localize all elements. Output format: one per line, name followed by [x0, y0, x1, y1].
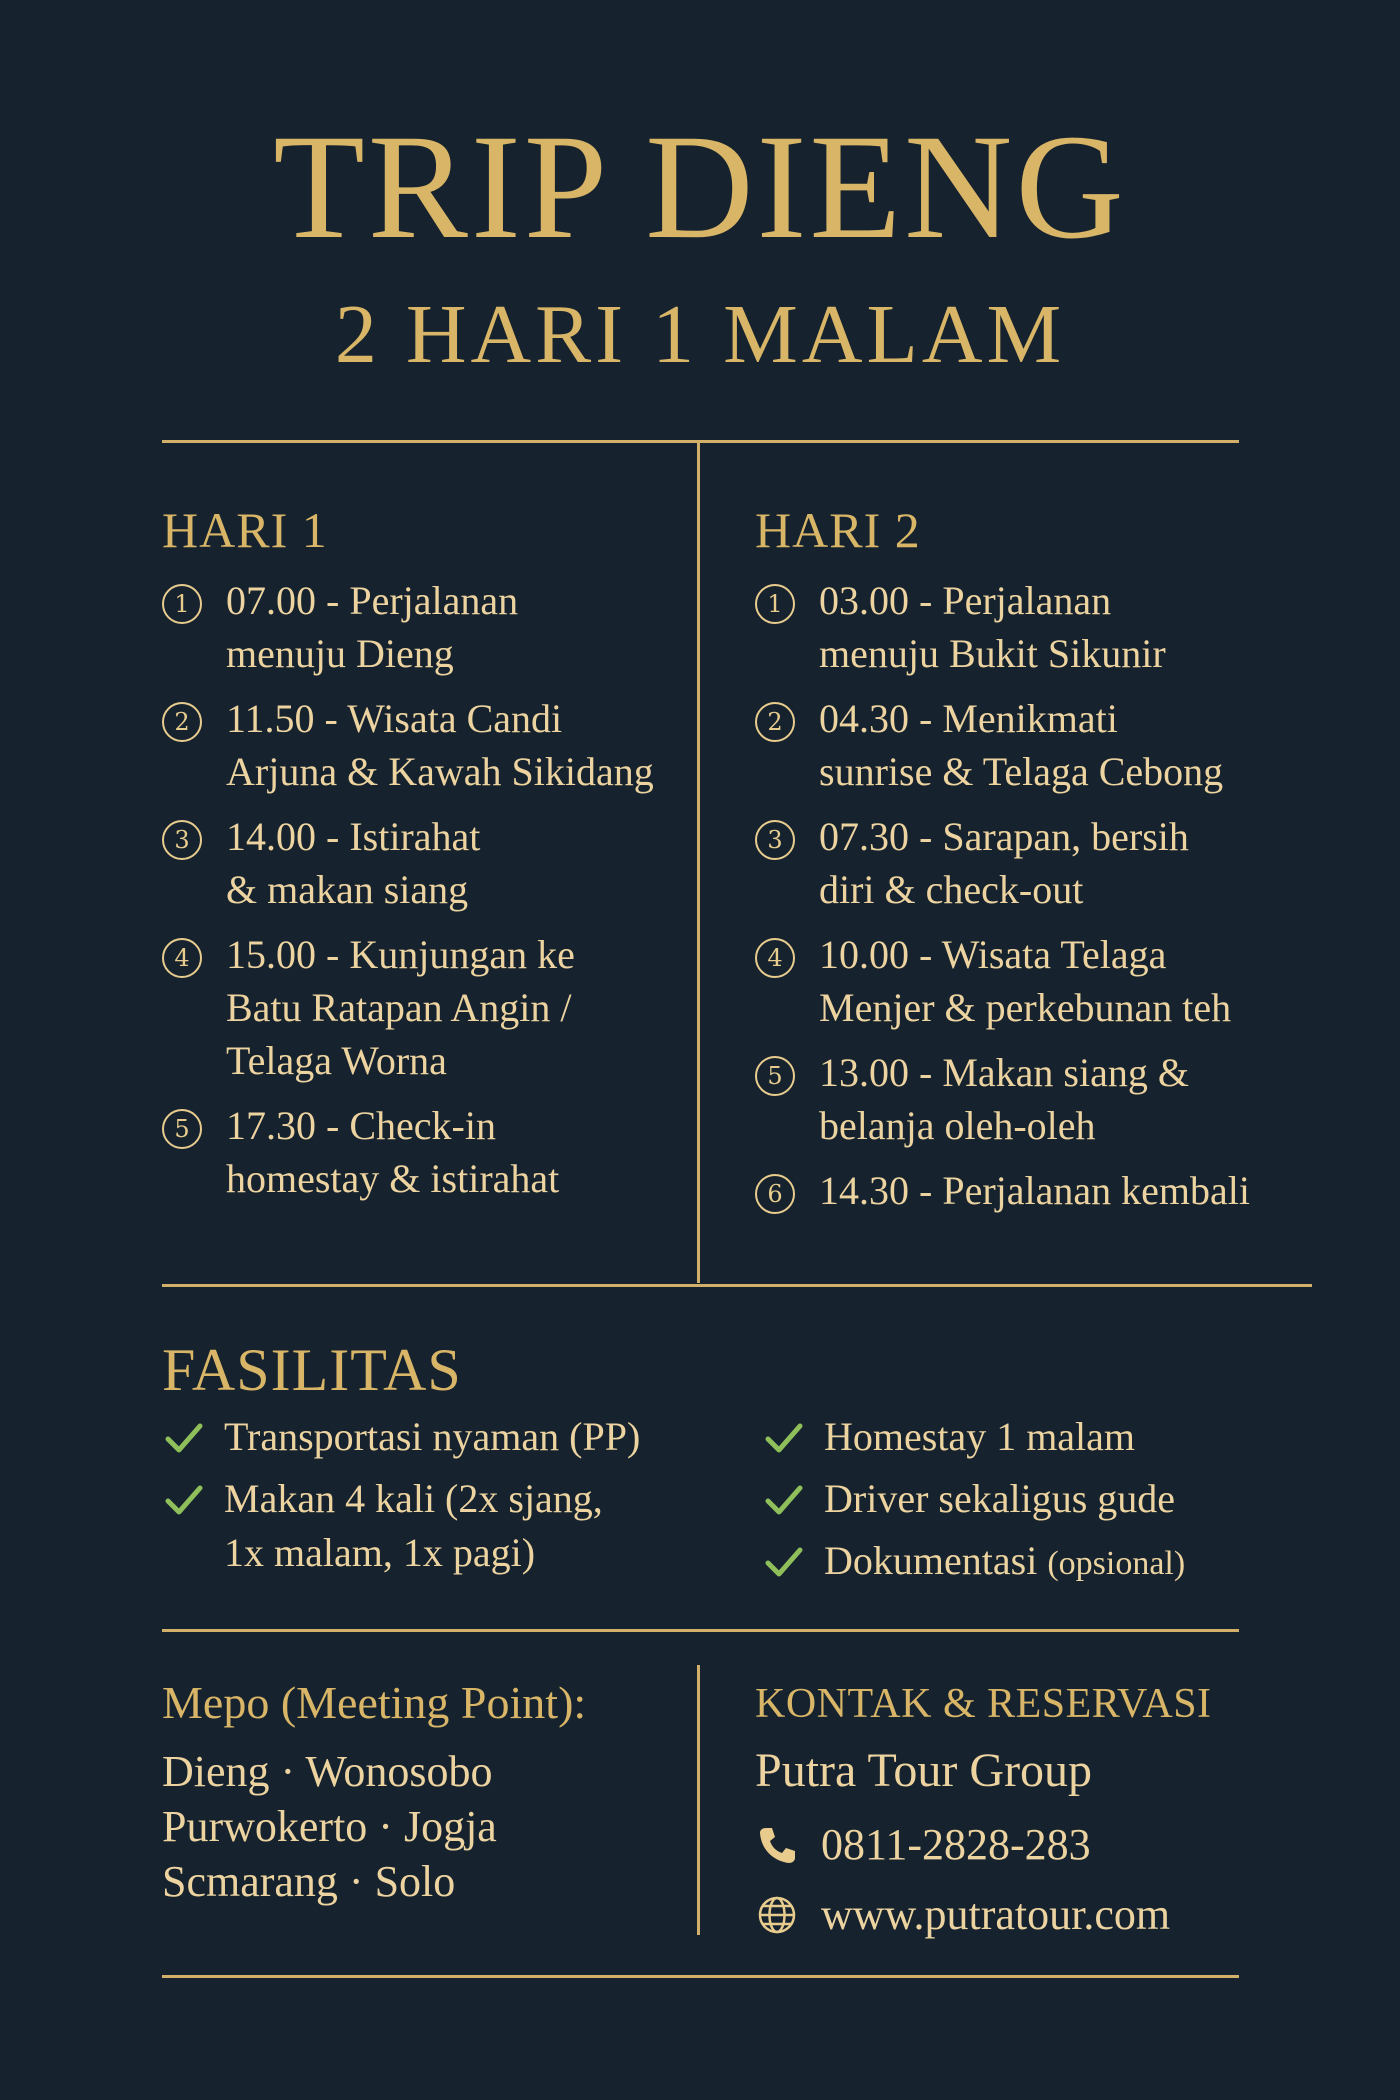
number-3-icon: 3 — [755, 820, 795, 860]
day-2-column — [755, 500, 1345, 1229]
facility-line: Transportasi nyaman (PP) — [224, 1414, 641, 1459]
itinerary-line: 03.00 - Perjalanan — [819, 578, 1112, 623]
facility-item — [762, 1410, 1185, 1464]
facility-line: Driver sekaligus gude — [824, 1476, 1176, 1521]
itinerary-item — [162, 692, 722, 798]
itinerary-line: menuju Dieng — [226, 631, 454, 676]
facilities-right — [762, 1410, 1185, 1599]
phone-row[interactable] — [755, 1818, 1091, 1872]
itinerary-line: 11.50 - Wisata Candi — [226, 696, 563, 741]
page-subtitle: 2 HARI 1 MALAM — [334, 288, 1066, 381]
website-row[interactable] — [755, 1888, 1170, 1942]
number-3-icon: 3 — [162, 820, 202, 860]
check-icon — [162, 1478, 206, 1522]
divider-top — [162, 440, 1239, 443]
itinerary-item — [755, 1046, 1345, 1152]
day-heading: HARI 1 — [162, 502, 328, 558]
check-icon — [762, 1416, 806, 1460]
itinerary-line: Batu Ratapan Angin / — [226, 985, 572, 1030]
number-5-icon: 5 — [755, 1056, 795, 1096]
itinerary-line: homestay & istirahat — [226, 1156, 560, 1201]
day-1-column — [162, 500, 722, 1217]
contact-heading: KONTAK & RESERVASI — [755, 1681, 1212, 1727]
itinerary-line: 15.00 - Kunjungan ke — [226, 932, 575, 977]
meeting-point-line: Scmarang · Solo — [162, 1857, 456, 1906]
phone-number[interactable]: 0811-2828-283 — [821, 1820, 1091, 1869]
divider-middle — [162, 1284, 1312, 1287]
globe-icon — [755, 1893, 799, 1937]
itinerary-line: diri & check-out — [819, 867, 1084, 912]
itinerary-line: 07.00 - Perjalanan — [226, 578, 519, 623]
itinerary-line: 13.00 - Makan siang & — [819, 1050, 1189, 1095]
itinerary-line: 10.00 - Wisata Telaga — [819, 932, 1167, 977]
itinerary-line: menuju Bukit Sikunir — [819, 631, 1166, 676]
facility-item — [162, 1472, 640, 1580]
itinerary-item — [755, 928, 1345, 1034]
itinerary-line: & makan siang — [226, 867, 469, 912]
phone-icon — [755, 1823, 799, 1867]
number-4-icon: 4 — [755, 938, 795, 978]
facility-line: Dokumentasi — [824, 1538, 1038, 1583]
divider-lower — [162, 1629, 1239, 1632]
number-1-icon: 1 — [162, 584, 202, 624]
facility-item — [762, 1534, 1185, 1591]
facilities-heading: FASILITAS — [162, 1337, 462, 1403]
itinerary-item — [162, 1099, 722, 1205]
divider-bottom-edge — [162, 1975, 1239, 1978]
itinerary-item — [755, 574, 1345, 680]
facility-line: 1x malam, 1x pagi) — [224, 1530, 536, 1575]
meeting-point-line: Dieng · Wonosobo — [162, 1747, 493, 1796]
divider-bottom — [697, 1665, 700, 1935]
itinerary-line: Menjer & perkebunan teh — [819, 985, 1232, 1030]
facility-line: Homestay 1 malam — [824, 1414, 1136, 1459]
facility-note: (opsional) — [1047, 1545, 1186, 1582]
itinerary-item — [162, 574, 722, 680]
facility-line: Makan 4 kali (2x sjang, — [224, 1476, 603, 1521]
itinerary-line: belanja oleh-oleh — [819, 1103, 1096, 1148]
company-name: Putra Tour Group — [755, 1744, 1093, 1797]
itinerary-item — [755, 810, 1345, 916]
facility-item — [162, 1410, 640, 1464]
check-icon — [762, 1478, 806, 1522]
number-6-icon: 6 — [755, 1174, 795, 1214]
number-5-icon: 5 — [162, 1109, 202, 1149]
number-2-icon: 2 — [162, 702, 202, 742]
itinerary-line: sunrise & Telaga Cebong — [819, 749, 1224, 794]
number-2-icon: 2 — [755, 702, 795, 742]
meeting-point-line: Purwokerto · Jogja — [162, 1802, 497, 1851]
itinerary-line: 17.30 - Check-in — [226, 1103, 496, 1148]
check-icon — [162, 1416, 206, 1460]
website-link[interactable]: www.putratour.com — [821, 1890, 1171, 1939]
itinerary-line: 14.30 - Perjalanan kembali — [819, 1168, 1250, 1213]
itinerary-item — [755, 1164, 1345, 1217]
itinerary-item — [755, 692, 1345, 798]
itinerary-item — [162, 810, 722, 916]
page-title: TRIP DIENG — [273, 104, 1127, 270]
itinerary-line: Arjuna & Kawah Sikidang — [226, 749, 654, 794]
meeting-point-title: Mepo (Meeting Point): — [162, 1677, 587, 1728]
number-4-icon: 4 — [162, 938, 202, 978]
facility-item — [762, 1472, 1185, 1526]
itinerary-item — [162, 928, 722, 1087]
number-1-icon: 1 — [755, 584, 795, 624]
facilities-left — [162, 1410, 640, 1588]
itinerary-line: 14.00 - Istirahat — [226, 814, 481, 859]
itinerary-line: Telaga Worna — [226, 1038, 447, 1083]
check-icon — [762, 1540, 806, 1584]
day-heading: HARI 2 — [755, 502, 921, 558]
itinerary-line: 04.30 - Menikmati — [819, 696, 1118, 741]
itinerary-line: 07.30 - Sarapan, bersih — [819, 814, 1189, 859]
